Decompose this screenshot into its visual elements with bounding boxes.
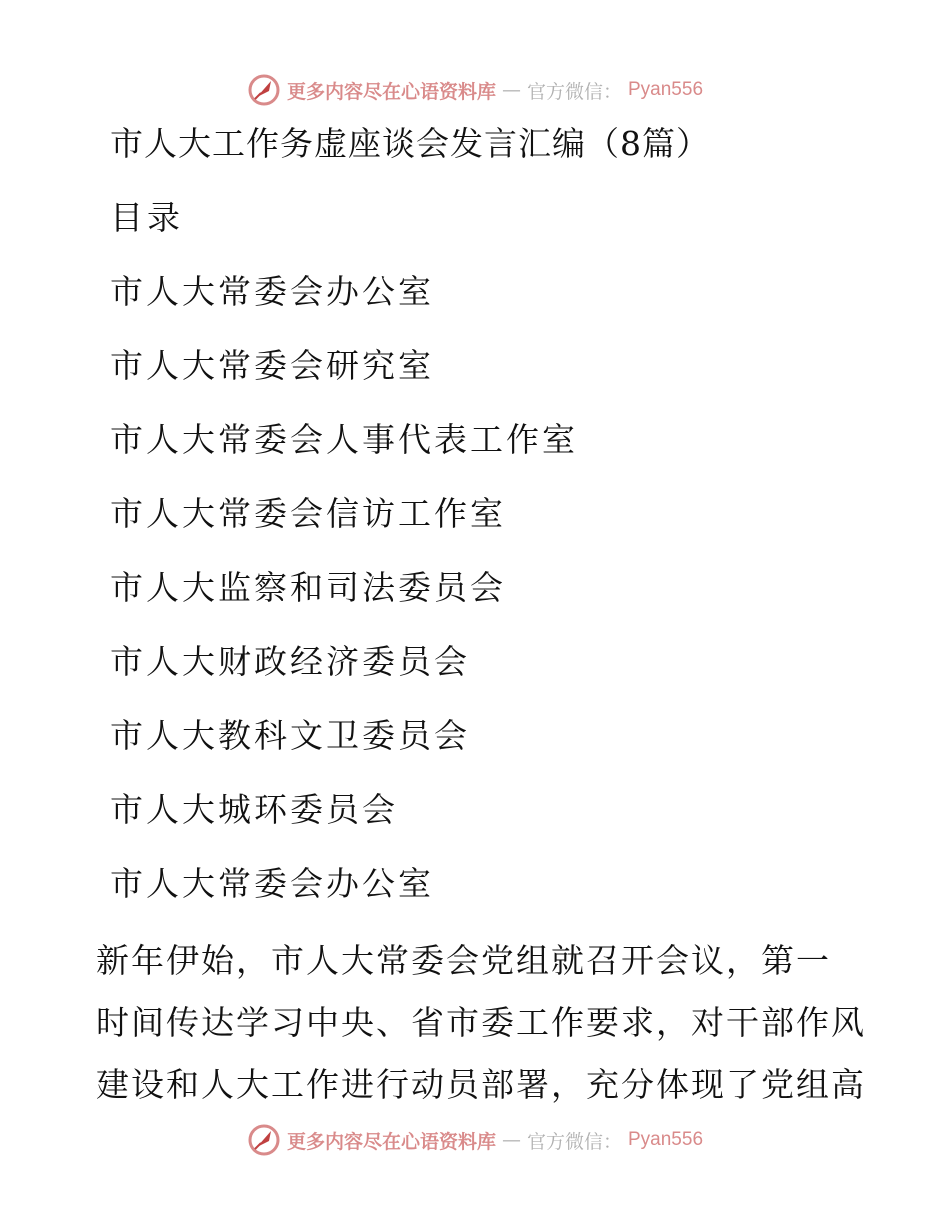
toc-list	[110, 266, 578, 858]
watermark-wechat-label: 官方微信：	[526, 1130, 622, 1153]
toc-item: 市人大常委会信访工作室	[110, 494, 506, 533]
watermark-separator: —	[501, 1129, 521, 1151]
toc-item: 市人大常委会研究室	[110, 346, 434, 385]
toc-item: 市人大监察和司法委员会	[110, 568, 506, 607]
toc-item: 市人大常委会办公室	[110, 272, 434, 311]
toc-heading: 目录	[110, 198, 184, 237]
watermark-wechat-id: Pyan556	[628, 79, 704, 100]
watermark-text: 更多内容尽在心语资料库	[286, 1130, 496, 1153]
footer-watermark-banner	[0, 1120, 950, 1160]
section-heading: 市人大常委会办公室	[110, 864, 434, 903]
body-line: 新年伊始，市人大常委会党组就召开会议，第一	[96, 941, 831, 980]
toc-item: 市人大财政经济委员会	[110, 642, 470, 681]
quill-logo-icon	[247, 73, 281, 107]
toc-item: 市人大教科文卫委员会	[110, 716, 470, 755]
watermark-text: 更多内容尽在心语资料库	[286, 80, 496, 103]
watermark-separator: —	[501, 79, 521, 101]
header-watermark-banner	[0, 70, 950, 110]
toc-item: 市人大城环委员会	[110, 790, 398, 829]
watermark-wechat-id: Pyan556	[628, 1129, 704, 1150]
watermark-wechat-label: 官方微信：	[526, 80, 622, 103]
toc-item: 市人大常委会人事代表工作室	[110, 420, 578, 459]
body-line: 时间传达学习中央、省市委工作要求，对干部作风	[96, 1003, 866, 1042]
document-title: 市人大工作务虚座谈会发言汇编（8篇）	[110, 124, 710, 163]
body-paragraph	[96, 930, 866, 1116]
quill-logo-icon	[247, 1123, 281, 1157]
body-line: 建设和人大工作进行动员部署，充分体现了党组高	[96, 1065, 866, 1104]
